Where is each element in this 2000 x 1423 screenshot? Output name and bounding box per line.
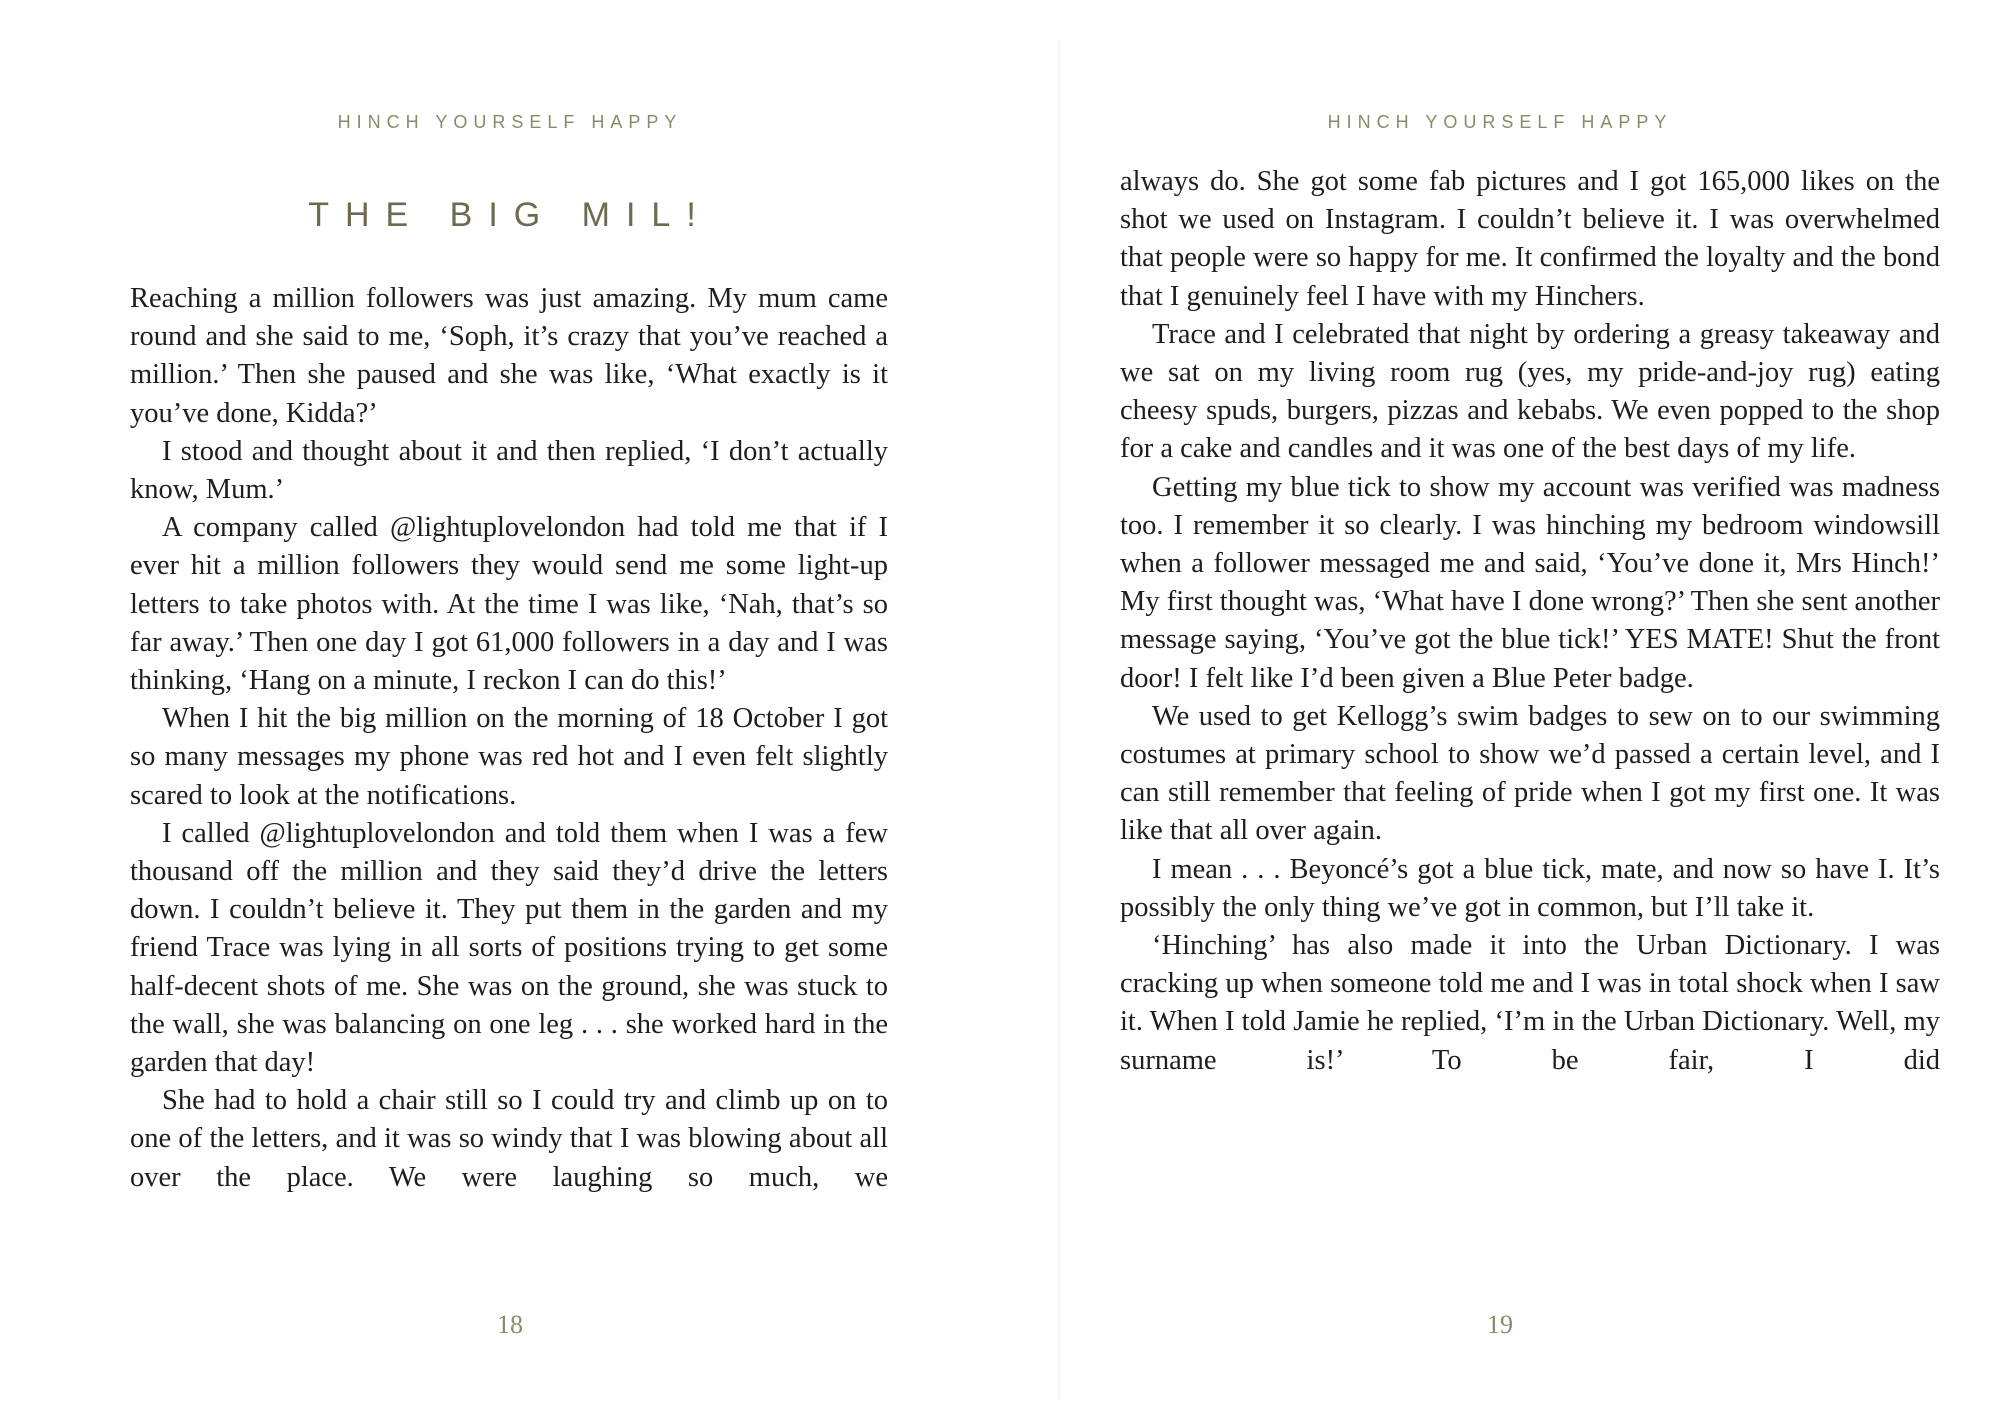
paragraph: always do. She got some fab pictures and I got 165,000 likes on the shot we used on Instagram. I couldn’t believe it. I was overwhelmed that people were so happy for me. It confirmed the loyalty and the bond that I genuinely feel I have with my Hinchers. [1120, 166, 1940, 312]
paragraph: I mean . . . Beyoncé’s got a blue tick, mate, and now so have I. It’s possibly the only thing we’ve got in common, but I’ll take it. [1120, 853, 1940, 923]
paragraph: Getting my blue tick to show my account was verified was madness too. I remember it so clearly. I was hinching my bedroom windowsill when a follower messaged me and said, ‘You’ve done it, Mrs Hinch!’ My first thought was, ‘What have I done wrong?’ Then she sent another message saying, ‘You’ve got the blue tick!’ YES MATE! Shut the front door! I felt like I’d been given a Blue Peter badge. [1120, 471, 1940, 694]
page-number: 19 [1487, 1310, 1513, 1339]
paragraph: Reaching a million followers was just amazing. My mum came round and she said to me, ‘Soph, it’s crazy that you’ve reached a million.’ Then she paused and she was like, ‘What exactly is it you’ve done, Kidda?’ [130, 283, 888, 429]
paragraph: Trace and I celebrated that night by ordering a greasy takeaway and we sat on my living room rug (yes, my pride-and-joy rug) eating cheesy spuds, burgers, pizzas and kebabs. We even popped to the shop for a cake and candles and it was one of the best days of my life. [1120, 318, 1940, 465]
page-number: 18 [497, 1310, 523, 1339]
body-text [1120, 163, 1940, 1080]
paragraph: She had to hold a chair still so I could try and climb up on to one of the letters, and it was so windy that I was blowing about all over the place. We were laughing so much, we [130, 1085, 888, 1193]
paragraph: I stood and thought about it and then replied, ‘I don’t actually know, Mum.’ [130, 435, 888, 506]
paragraph: I called @lightuplovelondon and told them when I was a few thousand off the million and they said they’d drive the letters down. I couldn’t believe it. They put them in the garden and my friend Trace was lying in all sorts of positions trying to get some half-decent shots of me. She was on the ground, she was stuck to the wall, she was balancing on one leg . . . she worked hard in the garden that day! [130, 817, 888, 1079]
paragraph: We used to get Kellogg’s swim badges to sew on to our swimming costumes at primary school to show we’d passed a certain level, and I can still remember that feeling of pride when I got my first one. It was like that all over again. [1120, 700, 1940, 847]
running-head: HINCH YOURSELF HAPPY [1327, 112, 1673, 132]
paragraph: ‘Hinching’ has also made it into the Urban Dictionary. I was cracking up when someone told me and I was in total shock when I saw it. When I told Jamie he replied, ‘I’m in the Urban Dictionary. Well, my surname is!’ To be fair, I did [1120, 930, 1940, 1076]
paragraph: A company called @lightuplovelondon had told me that if I ever hit a million followers they would send me some light-up letters to take photos with. At the time I was like, ‘Nah, that’s so far away.’ Then one day I got 61,000 followers in a day and I was thinking, ‘Hang on a minute, I reckon I can do this!’ [130, 512, 888, 697]
right-page [1060, 0, 2000, 1423]
chapter-title: THE BIG MIL! [308, 196, 712, 234]
paragraph: When I hit the big million on the morning of 18 October I got so many messages my phone was red hot and I even felt slightly scared to look at the notifications. [130, 703, 888, 811]
body-text [130, 280, 888, 1197]
running-head: HINCH YOURSELF HAPPY [337, 112, 683, 132]
